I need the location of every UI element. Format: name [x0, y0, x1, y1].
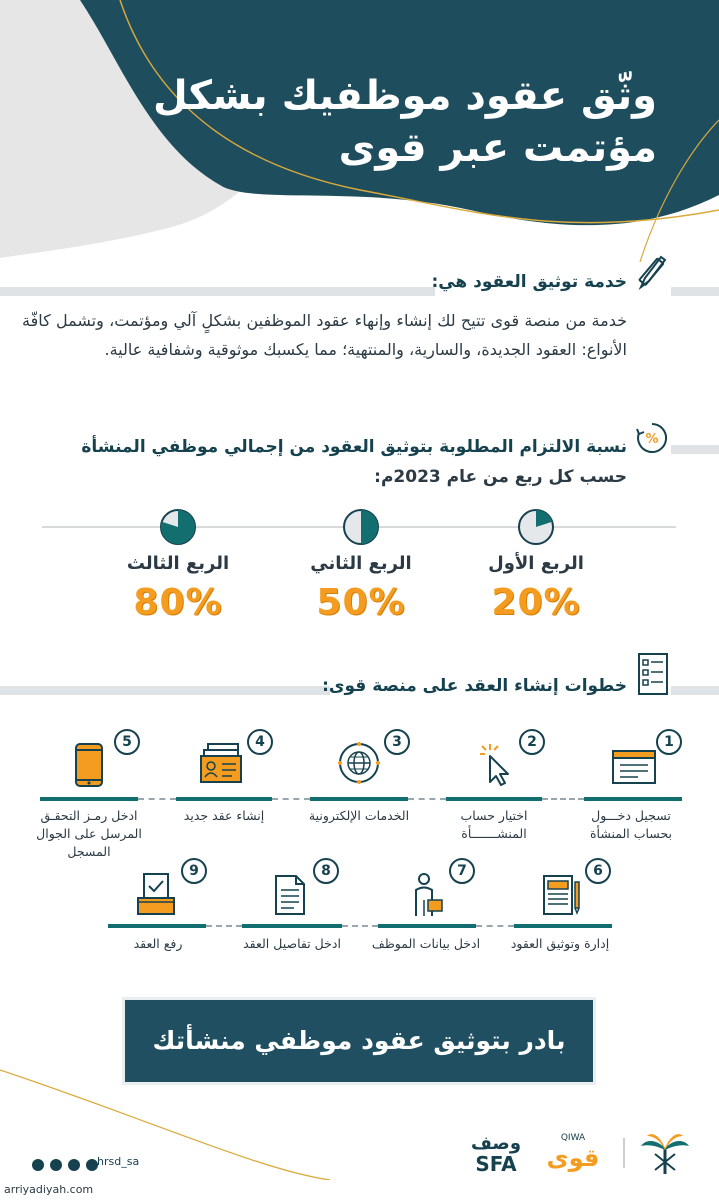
section-divider	[671, 445, 719, 454]
step-3-underline	[310, 797, 408, 801]
step-4-underline	[176, 797, 272, 801]
quarter-1-pie	[516, 507, 556, 547]
step-connector	[408, 798, 446, 800]
step-7-underline	[378, 924, 476, 928]
steps-heading: خطوات إنشاء العقد على منصة قوى:	[322, 676, 627, 696]
quarter-3-percent: 80%	[133, 582, 223, 623]
cta-banner: بادر بتوثيق عقود موظفي منشأتك	[125, 1000, 593, 1082]
qiwa-arabic: قوى	[546, 1144, 600, 1172]
step-5-underline	[40, 797, 138, 801]
id-card-icon	[200, 742, 244, 786]
step-connector	[476, 925, 514, 927]
step-9-label: رفع العقد	[133, 936, 183, 951]
step-7-label: ادخل بيانات الموظف	[371, 936, 481, 951]
qiwa-latin: QIWA	[560, 1133, 586, 1143]
step-1-number: 1	[656, 729, 682, 755]
percent-icon	[635, 421, 669, 455]
step-connector	[138, 798, 176, 800]
quarter-3-pie	[158, 507, 198, 547]
step-9-number: 9	[181, 858, 207, 884]
step-9-underline	[108, 924, 206, 928]
quarter-1-percent: 20%	[491, 582, 581, 623]
document-lines-icon	[274, 874, 306, 916]
section-divider	[671, 686, 719, 695]
pencil-icon	[637, 251, 667, 291]
quarter-1-label: الربع الأول	[488, 553, 584, 574]
wasfa-arabic: وصف	[470, 1133, 522, 1154]
page-title	[97, 70, 657, 174]
svg-text:%: %	[645, 432, 659, 447]
step-7-number: 7	[449, 858, 475, 884]
quarter-2-pie	[341, 507, 381, 547]
document-pen-icon	[542, 872, 582, 916]
compliance-heading	[12, 432, 627, 492]
globe-icon	[338, 742, 380, 784]
facebook-icon[interactable]	[68, 1159, 80, 1171]
employee-icon	[410, 872, 444, 918]
step-2-label: اختيار حساب المنشـــــــأة	[460, 808, 528, 841]
step-5-label: ادخل رمـز التحقـق المرسل على الجوال المسجل	[36, 808, 142, 859]
watermark: arriyadiyah.com	[4, 1183, 94, 1196]
youtube-icon[interactable]	[32, 1159, 44, 1171]
wasfa-logo	[466, 1131, 526, 1175]
step-1-underline	[584, 797, 682, 801]
step-6-underline	[514, 924, 612, 928]
logo-divider	[623, 1138, 625, 1168]
step-1-label: تسجيل دخـــول بحساب المنشأة	[589, 808, 673, 841]
title-line-1: وثّق عقود موظفيك بشكل	[152, 73, 657, 119]
quarter-2	[286, 507, 436, 623]
step-6-number: 6	[585, 858, 611, 884]
social-icons	[32, 1154, 99, 1173]
step-3-number: 3	[384, 729, 410, 755]
title-line-2: مؤتمت عبر قوى	[338, 125, 657, 171]
ballot-box-icon	[136, 872, 176, 916]
step-2-number: 2	[519, 729, 545, 755]
pie-slice	[361, 510, 378, 544]
step-8-underline	[242, 924, 342, 928]
step-4-number: 4	[247, 729, 273, 755]
step-5-number: 5	[114, 729, 140, 755]
quarter-3-label: الربع الثالث	[126, 553, 230, 574]
step-connector	[342, 925, 378, 927]
service-heading: خدمة توثيق العقود هي:	[431, 272, 627, 292]
compliance-heading-line1: نسبة الالتزام المطلوبة بتوثيق العقود من إجمالي موظفي المنشأة	[81, 437, 627, 457]
quarter-3	[103, 507, 253, 623]
step-8-label: ادخل تفاصيل العقد	[243, 936, 341, 951]
step-connector	[272, 798, 310, 800]
ministry-palm-logo	[637, 1130, 693, 1176]
twitter-icon[interactable]	[50, 1159, 62, 1171]
step-3-label: الخدمات الإلكترونية	[308, 808, 410, 823]
quarter-2-label: الربع الثاني	[310, 553, 412, 574]
social-handle: hrsd_sa	[97, 1155, 140, 1168]
browser-window-icon	[612, 750, 656, 784]
step-2-underline	[446, 797, 542, 801]
step-6-label: إدارة وتوثيق العقود	[510, 936, 610, 951]
step-4-label: إنشاء عقد جديد	[183, 808, 265, 823]
cursor-click-icon	[478, 742, 514, 786]
qiwa-logo	[545, 1128, 601, 1174]
step-connector	[542, 798, 584, 800]
step-8-number: 8	[313, 858, 339, 884]
quarter-2-percent: 50%	[316, 582, 406, 623]
service-description: خدمة من منصة قوى تتيح لك إنشاء وإنهاء عقود الموظفين بشكلٍ آلي ومؤتمت، وتشمل كافّة الأنواع: العقود الجديدة، والسارية، والمنتهية؛ مما يكسبك موثوقية وشفافية عالية.	[22, 311, 627, 359]
quarter-1	[461, 507, 611, 623]
mobile-phone-icon	[74, 742, 104, 788]
step-connector	[206, 925, 242, 927]
checklist-icon	[637, 652, 669, 696]
wasfa-latin: SFA	[475, 1152, 517, 1175]
compliance-heading-line2: حسب كل ربع من عام 2023م:	[374, 467, 627, 487]
section-divider	[671, 287, 719, 296]
